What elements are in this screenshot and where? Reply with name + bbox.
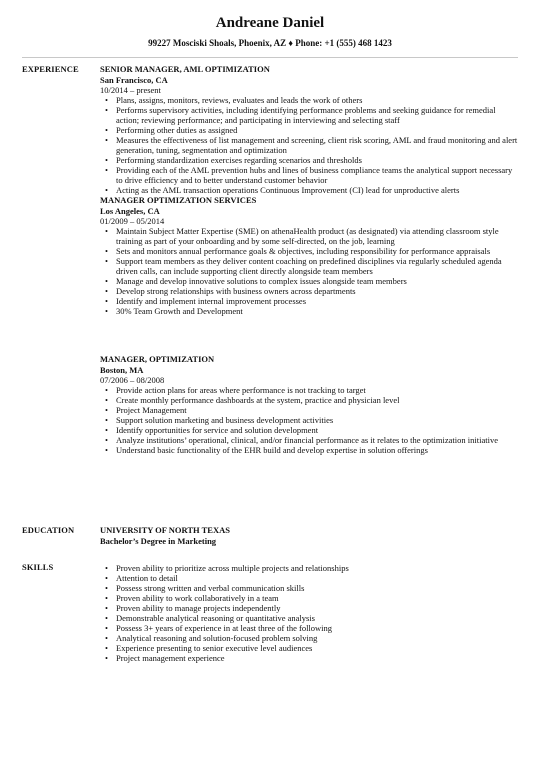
resume-header (0, 14, 540, 49)
job-title: SENIOR MANAGER, AML OPTIMIZATION (100, 64, 270, 74)
list-item: • Performing other duties as assigned (100, 125, 520, 135)
skills-list (100, 563, 520, 663)
job-bullets (100, 95, 520, 195)
list-item: • Develop strong relationships with business owners across departments (100, 286, 520, 296)
job-bullets (100, 226, 520, 316)
job-dates: 01/2009 – 05/2014 (100, 216, 165, 226)
list-item: • Understand basic functionality of the EHR build and develop expertise in solution offerings (100, 445, 520, 455)
list-item: • Proven ability to work collaboratively in a team (100, 593, 520, 603)
list-item: • Acting as the AML transaction operations Continuous Improvement (CI) lead for unproductive alerts (100, 185, 520, 195)
list-item: • Analyze institutions’ operational, clinical, and/or financial performance as it relates to the optimization initiative (100, 435, 520, 445)
job-entry (100, 354, 520, 455)
list-item: • Demonstrable analytical reasoning or quantitative analysis (100, 613, 520, 623)
list-item: • Possess strong written and verbal communication skills (100, 583, 520, 593)
job-location: Boston, MA (100, 365, 144, 375)
skills-bullets (100, 563, 520, 663)
job-title: MANAGER OPTIMIZATION SERVICES (100, 195, 257, 205)
list-item: • Proven ability to prioritize across multiple projects and relationships (100, 563, 520, 573)
experience-label: EXPERIENCE (22, 64, 79, 74)
list-item: • Project Management (100, 405, 520, 415)
list-item: • Manage and develop innovative solutions to complex issues alongside team members (100, 276, 520, 286)
list-item: • Plans, assigns, monitors, reviews, evaluates and leads the work of others (100, 95, 520, 105)
education-entry (100, 525, 520, 546)
list-item: • Create monthly performance dashboards at the system, practice and physician level (100, 395, 520, 405)
list-item: • Identify and implement internal improvement processes (100, 296, 520, 306)
list-item: • Attention to detail (100, 573, 520, 583)
list-item: • 30% Team Growth and Development (100, 306, 520, 316)
list-item: • Support solution marketing and business development activities (100, 415, 520, 425)
list-item: • Project management experience (100, 653, 520, 663)
skills-label: SKILLS (22, 562, 54, 572)
list-item: • Identify opportunities for service and solution development (100, 425, 520, 435)
list-item: • Maintain Subject Matter Expertise (SME) on athenaHealth product (as designated) via attending classroom style training as part of your onboarding and by some self-directed, on the job, learning (100, 226, 520, 246)
job-entry (100, 195, 520, 316)
list-item: • Performing standardization exercises regarding scenarios and thresholds (100, 155, 520, 165)
candidate-name: Andreane Daniel (215, 15, 325, 31)
school-name: UNIVERSITY OF NORTH TEXAS (100, 525, 230, 535)
contact-line: 99227 Mosciski Shoals, Phoenix, AZ ♦ Phone: +1 (555) 468 1423 (148, 38, 392, 48)
list-item: • Sets and monitors annual performance goals & objectives, including responsibility for performance appraisals (100, 246, 520, 256)
list-item: • Performs supervisory activities, including identifying performance problems and seeking guidance for remedial action; reviewing performance; and participating in interviewing and selecting staff (100, 105, 520, 125)
degree: Bachelor’s Degree in Marketing (100, 536, 217, 546)
list-item: • Proven ability to manage projects independently (100, 603, 520, 613)
job-location: Los Angeles, CA (100, 206, 160, 216)
job-title: MANAGER, OPTIMIZATION (100, 354, 215, 364)
list-item: • Measures the effectiveness of list management and screening, client risk scoring, AML and fraud monitoring and alert generation, tuning, segmentation and optimization (100, 135, 520, 155)
list-item: • Possess 3+ years of experience in at least three of the following (100, 623, 520, 633)
header-divider (22, 57, 518, 58)
job-bullets (100, 385, 520, 455)
list-item: • Experience presenting to senior executive level audiences (100, 643, 520, 653)
education-label: EDUCATION (22, 525, 75, 535)
job-entry (100, 64, 520, 195)
list-item: • Support team members as they deliver content coaching on predefined disciplines via regularly scheduled agenda driven calls, can include supporting client directly alongside team members (100, 256, 520, 276)
list-item: • Providing each of the AML prevention hubs and lines of business compliance teams the analytical support necessary to drive efficiency and to better understand customer behavior (100, 165, 520, 185)
job-location: San Francisco, CA (100, 75, 168, 85)
job-dates: 07/2006 – 08/2008 (100, 375, 165, 385)
list-item: • Analytical reasoning and solution-focused problem solving (100, 633, 520, 643)
list-item: • Provide action plans for areas where performance is not tracking to target (100, 385, 520, 395)
job-dates: 10/2014 – present (100, 85, 161, 95)
